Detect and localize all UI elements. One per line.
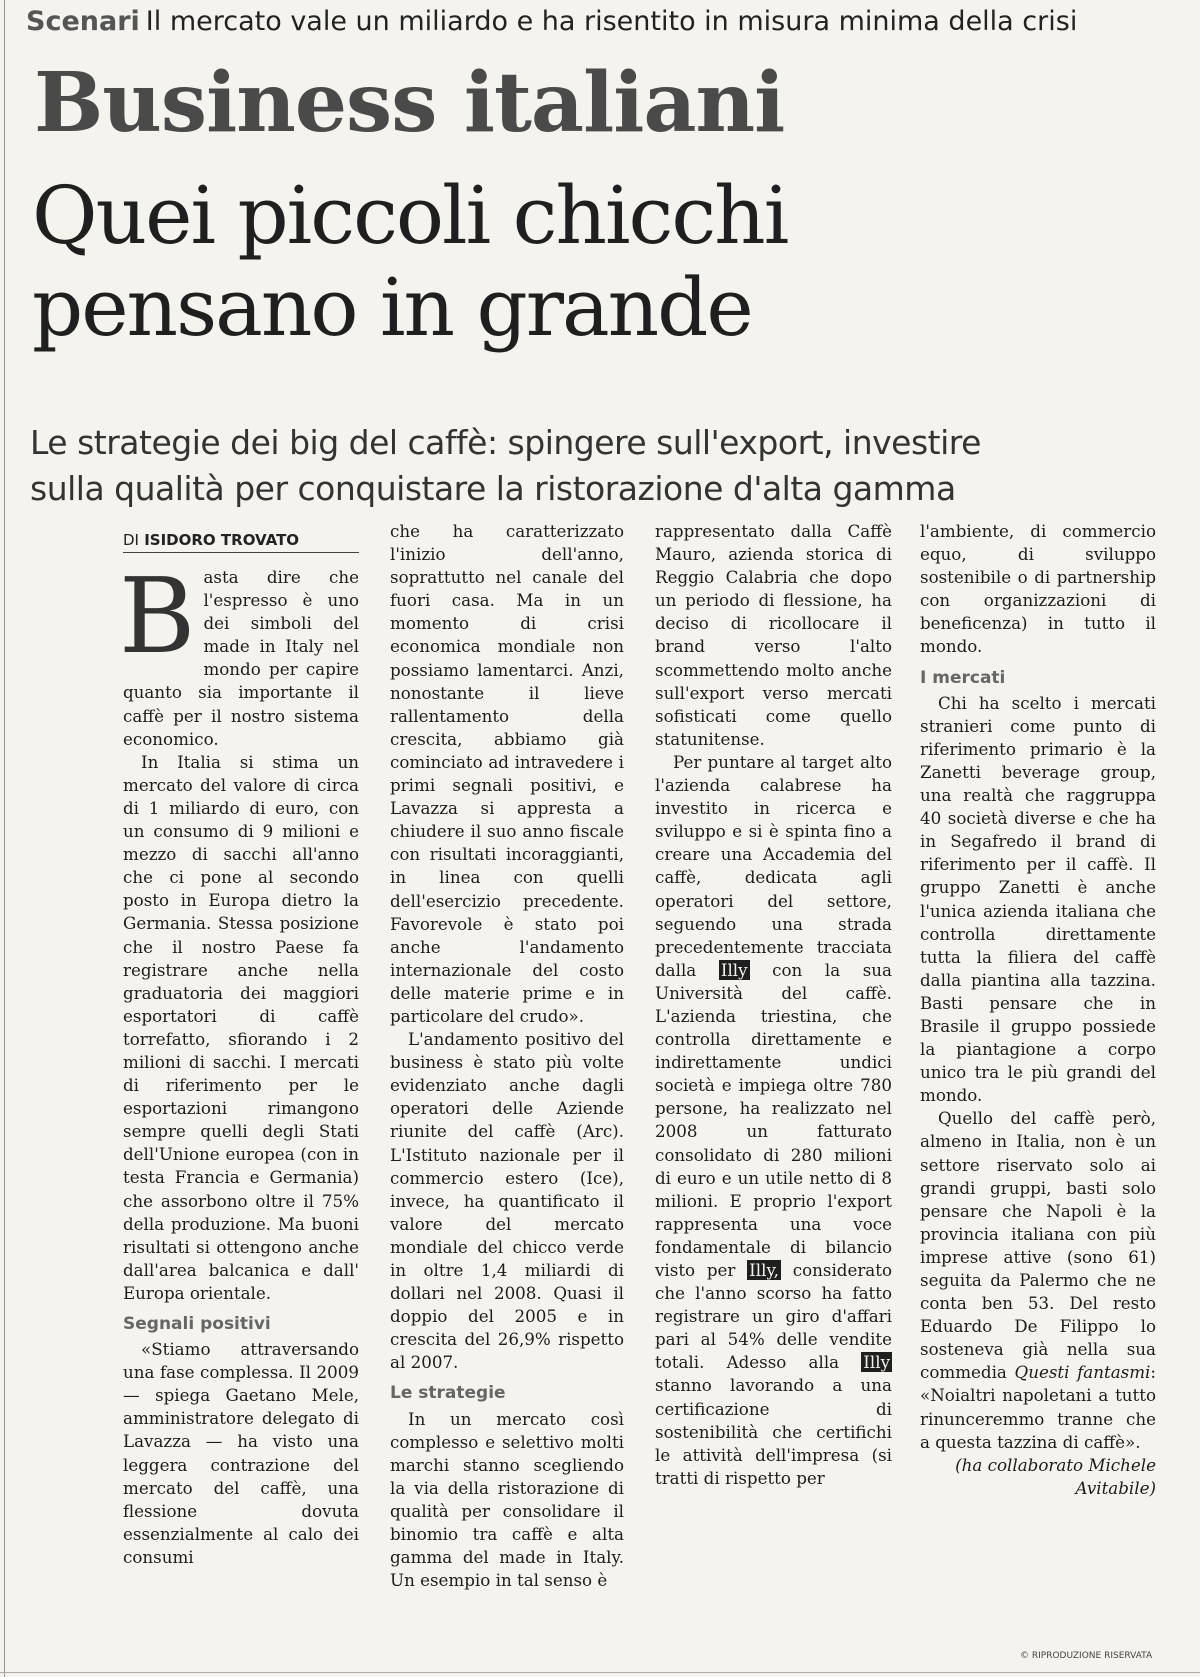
text-run: con la sua Università del caffè. L'azienda triestina, che controlla direttamente e indirettamente undici società e impiega oltre 780 persone, ha realizzato nel 2008 un fatturato consolidato di 280 milioni di euro e un utile netto di 8 milioni. E proprio l'export rappresenta una voce fondamentale di bilancio visto per	[655, 959, 893, 1280]
paragraph: l'ambiente, di commercio equo, di sviluppo sostenibile o di partnership con organizzazioni di beneficenza) in tutto il mondo.	[920, 521, 1156, 657]
column-3	[655, 520, 892, 1490]
kicker-text: Il mercato vale un miliardo e ha risentito in misura minima della crisi	[145, 6, 1078, 37]
dropcap: B	[119, 555, 196, 677]
lead-paragraph	[119, 555, 359, 751]
byline-prefix: DI	[123, 531, 139, 549]
paragraph: «Stiamo attraversando una fase complessa. Il 2009 — spiega Gaetano Mele, amministratore delegato di Lavazza — ha visto una leggera contrazione del mercato del caffè, una flessione dovuta essenzialmente al calo dei consumi	[123, 1339, 359, 1567]
text-run: Quello del caffè però, almeno in Italia, non è un settore riservato solo ai grandi gruppi, basti solo pensare che Napoli è la provincia italiana con più imprese attive (sono 61) seguita da Palermo che ne conta ben 53. Del resto Eduardo De Filippo lo sosteneva già nella sua commedia	[920, 1108, 1156, 1383]
deck-line-2: sulla qualità per conquistare la ristorazione d'alta gamma	[30, 469, 956, 508]
paragraph	[920, 1107, 1156, 1453]
credit: (ha collaborato Michele Avitabile)	[955, 1454, 1156, 1498]
headline-line-2: Quei piccoli chicchi	[32, 169, 788, 262]
kicker-tag: Scenari	[26, 6, 140, 37]
paragraph: che ha caratterizzato l'inizio dell'anno, soprattutto nel canale del fuori casa. Ma in un momento di crisi economica mondiale non possiamo lamentarci. Anzi, nonostante il lieve rallentamento della crescita, abbiamo già cominciato ad intravedere i primi segnali positivi, e Lavazza si appresta a chiudere il suo anno fiscale con risultati incoraggianti, in linea con quelli dell'esercizio precedente. Favorevole è stato poi anche l'andamento internazionale del costo delle materie prime e in particolare del crudo».	[390, 521, 624, 1026]
text-run: Per puntare al target alto l'azienda calabrese ha investito in ricerca e sviluppo e si è spinta fino a creare una Accademia del caffè, dedicata agli operatori del settore, seguendo una strada precedentemente tracciata dalla	[655, 751, 892, 980]
paragraph: rappresentato dalla Caffè Mauro, azienda storica di Reggio Calabria che dopo un periodo di flessione, ha deciso di ricollocare il brand verso l'alto scommettendo molto anche sull'export verso mercati sofisticati come quello statunitense.	[655, 521, 892, 749]
copyright-notice: © RIPRODUZIONE RISERVATA	[1020, 1651, 1153, 1661]
left-border	[4, 0, 5, 1677]
subheading: Le strategie	[390, 1383, 506, 1404]
paragraph: L'andamento positivo del business è stato più volte evidenziato anche dagli operatori delle Aziende riunite del caffè (Arc). L'Istituto nazionale per il commercio estero (Ice), invece, ha quantificato il valore del mercato mondiale del chicco verde in oltre 1,4 miliardi di dollari nel 2008. Quasi il doppio del 2005 e in crescita del 26,9% rispetto al 2007.	[390, 1029, 624, 1373]
paragraph: Chi ha scelto i mercati stranieri come punto di riferimento primario è la Zanetti beverage group, una realtà che raggruppa 40 società diverse e che ha in Segafredo il brand di riferimento per il caffè. Il gruppo Zanetti è anche l'unica azienda italiana che controlla direttamente tutta la filiera del caffè dalla piantina alla tazzina. Basti pensare che in Brasile il gruppo possiede la piantagione a corpo unico tra le più grandi del mondo.	[920, 692, 1156, 1106]
deck	[30, 420, 981, 512]
paragraph	[655, 751, 892, 1490]
subheading: Segnali positivi	[123, 1314, 271, 1334]
kicker	[26, 6, 1077, 37]
byline-author: ISIDORO TROVATO	[144, 531, 300, 549]
paragraph: asta dire che l'espresso è uno dei simboli del made in Italy nel mondo per capire quanto sia importante il caffè per il nostro sistema economico.	[123, 567, 359, 749]
deck-line-1: Le strategie dei big del caffè: spingere sull'export, investire	[30, 423, 981, 462]
headline-line-3: pensano in grande	[32, 261, 752, 354]
subheading: I mercati	[920, 667, 1006, 688]
text-run: considerato che l'anno scorso ha fatto registrare un giro d'affari pari al 54% delle vendite totali. Adesso alla	[655, 1260, 893, 1373]
column-4	[920, 520, 1156, 1500]
paragraph: In Italia si stima un mercato del valore di circa di 1 miliardo di euro, con un consumo di 9 milioni e mezzo di sacchi all'anno che ci pone al secondo posto in Europa dietro la Germania. Stessa posizione che il nostro Paese fa registrare anche nella graduatoria dei maggiori esportatori di caffè torrefatto, sfiorando i 2 milioni di sacchi. I mercati di riferimento per le esportazioni rimangono sempre quelli degli Stati dell'Unione europea (con in testa Francia e Germania) che assorbono oltre il 75% della produzione. Ma buoni risultati si ottengono anche dall'area balcanica e dall' Europa orientale.	[123, 751, 359, 1303]
brand-highlight: Illy	[720, 959, 748, 980]
column-1	[119, 528, 359, 1569]
paragraph: In un mercato così complesso e selettivo molti marchi stanno scegliendo la via della ristorazione di qualità per consolidare il binomio tra caffè e alta gamma del made in Italy. Un esempio in tal senso è	[390, 1408, 624, 1591]
column-2	[390, 520, 624, 1592]
text-run: stanno lavorando a una certificazione di sostenibilità che certifichi le attività dell'impresa (si tratti di rispetto per	[655, 1375, 892, 1488]
brand-highlight: Illy	[863, 1352, 890, 1373]
brand-highlight: Illy,	[749, 1260, 779, 1280]
headline-primary: Business italiani	[34, 55, 785, 151]
headline-secondary	[32, 170, 787, 354]
bottom-border	[0, 1672, 1200, 1673]
play-title: Questi fantasmi	[1014, 1362, 1151, 1383]
text-run: : «Noialtri napoletani a tutto rinunceremmo tranne che a questa tazzina di caffè».	[920, 1362, 1156, 1452]
